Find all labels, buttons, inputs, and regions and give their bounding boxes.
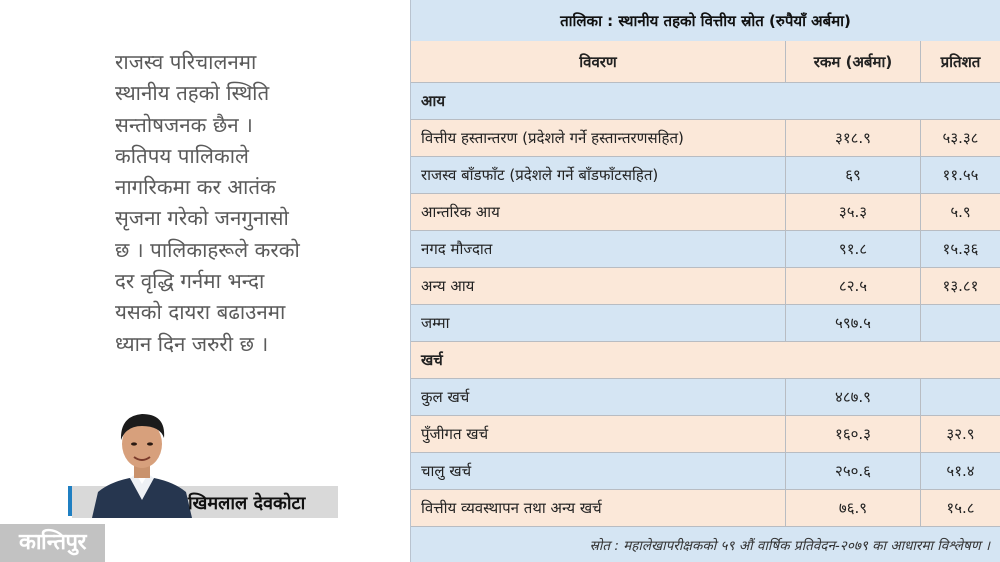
row-label: वित्तीय हस्तान्तरण (प्रदेशले गर्ने हस्तान्तरणसहित) <box>411 120 786 156</box>
table-row <box>411 231 1000 268</box>
row-label: कुल खर्च <box>411 379 786 415</box>
table-header-row <box>411 41 1000 83</box>
row-percent <box>921 305 1000 341</box>
section-income: आय <box>411 83 1000 120</box>
table-title: तालिका : स्थानीय तहको वित्तीय स्रोत (रुपैयाँ अर्बमा) <box>411 0 1000 42</box>
quote-line: कतिपय पालिकाले <box>115 143 249 168</box>
row-label: आन्तरिक आय <box>411 194 786 230</box>
table-row <box>411 194 1000 231</box>
row-label: पुँजीगत खर्च <box>411 416 786 452</box>
row-label: अन्य आय <box>411 268 786 304</box>
row-label: जम्मा <box>411 305 786 341</box>
table-source-note: स्रोत : महालेखापरीक्षकको ५९ औं वार्षिक प्रतिवेदन-२०७९ का आधारमा विश्लेषण । <box>411 527 1000 562</box>
row-percent: १५.८ <box>946 499 975 517</box>
row-label: राजस्व बाँडफाँट (प्रदेशले गर्ने बाँडफाँटसहित) <box>411 157 786 193</box>
table-row <box>411 490 1000 527</box>
table-row <box>411 379 1000 416</box>
row-label: चालु खर्च <box>411 453 786 489</box>
author-block <box>68 404 338 518</box>
row-amount: २५०.६ <box>786 453 921 489</box>
table-row <box>411 268 1000 305</box>
quote-line: सन्तोषजनक छैन । <box>115 112 253 137</box>
section-expense: खर्च <box>411 342 1000 379</box>
quote-line: ध्यान दिन जरुरी छ । <box>115 331 269 356</box>
row-label: नगद मौज्दात <box>411 231 786 267</box>
row-amount: ४८७.९ <box>786 379 921 415</box>
row-label: वित्तीय व्यवस्थापन तथा अन्य खर्च <box>411 490 786 526</box>
row-percent: १३.८१ <box>942 277 979 295</box>
row-percent: ३२.९ <box>946 425 975 443</box>
row-amount: १६०.३ <box>786 416 921 452</box>
kantipur-logo: कान्तिपुर <box>0 524 105 562</box>
quote-line: सृजना गरेको जनगुनासो <box>115 206 289 231</box>
header-description: विवरण <box>411 41 786 82</box>
row-amount: ९१.८ <box>786 231 921 267</box>
row-percent <box>921 379 1000 415</box>
row-percent: ५१.४ <box>946 462 975 480</box>
row-percent: ११.५५ <box>942 166 979 184</box>
row-percent: १५.३६ <box>942 240 979 258</box>
table-row <box>411 453 1000 490</box>
table-row <box>411 157 1000 194</box>
row-amount: ३१८.९ <box>786 120 921 156</box>
row-amount: ८२.५ <box>786 268 921 304</box>
table-row <box>411 120 1000 157</box>
quote-line: नागरिकमा कर आतंक <box>115 175 276 200</box>
row-amount: ३५.३ <box>786 194 921 230</box>
author-photo <box>90 404 195 518</box>
pull-quote <box>115 47 355 360</box>
quote-line: राजस्व परिचालनमा <box>115 50 257 74</box>
author-name: खिमलाल देवकोटा <box>188 493 306 514</box>
header-amount: रकम (अर्बमा) <box>786 41 921 82</box>
quote-line: यसको दायरा बढाउनमा <box>115 300 286 325</box>
row-amount: ७६.९ <box>786 490 921 526</box>
row-amount: ५९७.५ <box>786 305 921 341</box>
row-percent: ५३.३८ <box>942 129 979 147</box>
quote-line: छ । पालिकाहरूले करको <box>115 237 300 262</box>
header-percent: प्रतिशत <box>940 52 981 71</box>
author-accent-bar <box>68 486 72 516</box>
table-row-total <box>411 305 1000 342</box>
row-amount: ६९ <box>786 157 921 193</box>
finance-table <box>410 0 1000 562</box>
quote-line: दर वृद्धि गर्नमा भन्दा <box>115 269 265 294</box>
quote-line: स्थानीय तहको स्थिति <box>115 81 270 106</box>
table-row <box>411 416 1000 453</box>
row-percent: ५.९ <box>950 203 971 221</box>
